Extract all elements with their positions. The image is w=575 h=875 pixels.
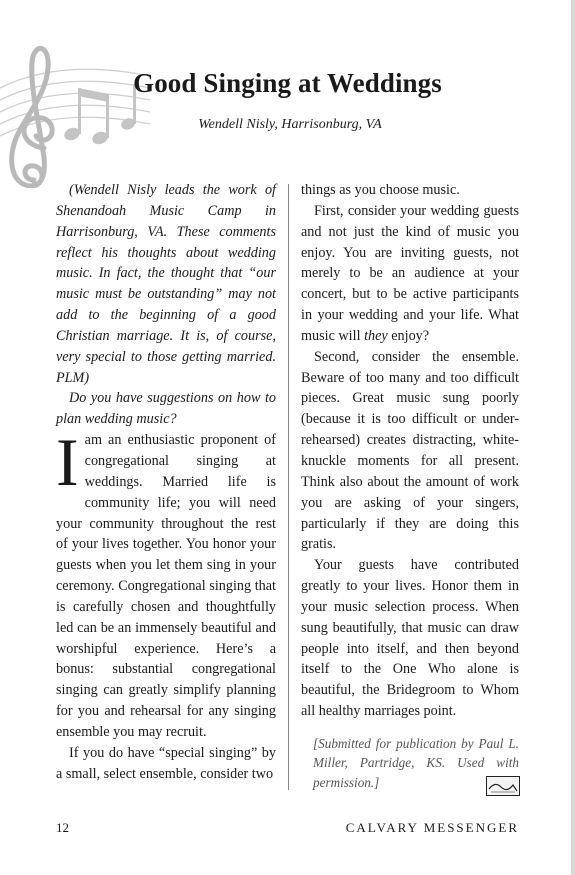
left-column — [56, 180, 276, 784]
answer-paragraph — [56, 424, 276, 743]
right-column — [301, 180, 519, 792]
article-title: Good Singing at Weddings — [133, 68, 442, 98]
article-byline: Wendell Nisly, Harrisonburg, VA — [198, 117, 382, 132]
second-point-paragraph: Second, consider the ensemble. Beware of too many and too difficult pieces. Great music sung poorly (because it is too difficult or under-rehearsed) creates distracting, white-knuckle moments for all present. Think also about the amount of work you are asking of your singers, particularly if they are doing this gratis. — [301, 348, 519, 553]
music-notes-decoration — [0, 28, 150, 188]
answer-text: am an enthusiastic proponent of congregational singing at weddings. Married life is community life; you will need your community throughout the rest of your lives together. You honor your guests when you let them sing in your ceremony. Congregational singing that is carefully chosen and thoughtfully led can be an immensely beautiful and worshipful experience. Here’s a bonus: substantial congregational singing can greatly simplify planning for you and rehearsal for any singing ensemble you may recruit. — [56, 432, 276, 740]
first-point-emphasis: they — [364, 327, 388, 344]
magazine-name: CALVARY MESSENGER — [345, 820, 519, 835]
submitted-note: [Submitted for publication by Paul L. Miller, Partridge, KS. Used with permission.] — [313, 735, 519, 790]
column-divider — [288, 184, 289, 790]
first-point-end: enjoy? — [387, 327, 430, 344]
intro-paragraph: (Wendell Nisly leads the work of Shenandoah Music Camp in Harrisonburg, VA. These comments reflect his thoughts about wedding music. In fact, the thought that “our music must be outstanding” may not add to the beginning of a good Christian marriage. It is, of course, very special to those getting married. PLM) — [56, 182, 276, 386]
drop-cap-letter: I — [56, 424, 79, 501]
guests-paragraph: Your guests have contributed greatly to your lives. Honor them in your music selection process. When sung beautifully, that music can draw people into itself, and then beyond itself to the One Who alone is beautiful, the Bridegroom to Whom all healthy marriages point. — [301, 557, 519, 720]
continuation-paragraph: things as you choose music. — [301, 182, 460, 198]
page-number: 12 — [56, 820, 69, 835]
first-point-paragraph — [301, 201, 519, 347]
first-point-text: First, consider your wedding guests and not just the kind of music you enjoy. You are inviting guests, not merely to be an audience at your concert, but to be active participants in your wedding and your life. What music will — [301, 202, 519, 344]
question-paragraph: Do you have suggestions on how to plan wedding music? — [56, 390, 276, 428]
special-singing-paragraph: If you do have “special singing” by a small, select ensemble, consider two — [56, 744, 276, 782]
end-mark-icon — [486, 776, 520, 796]
